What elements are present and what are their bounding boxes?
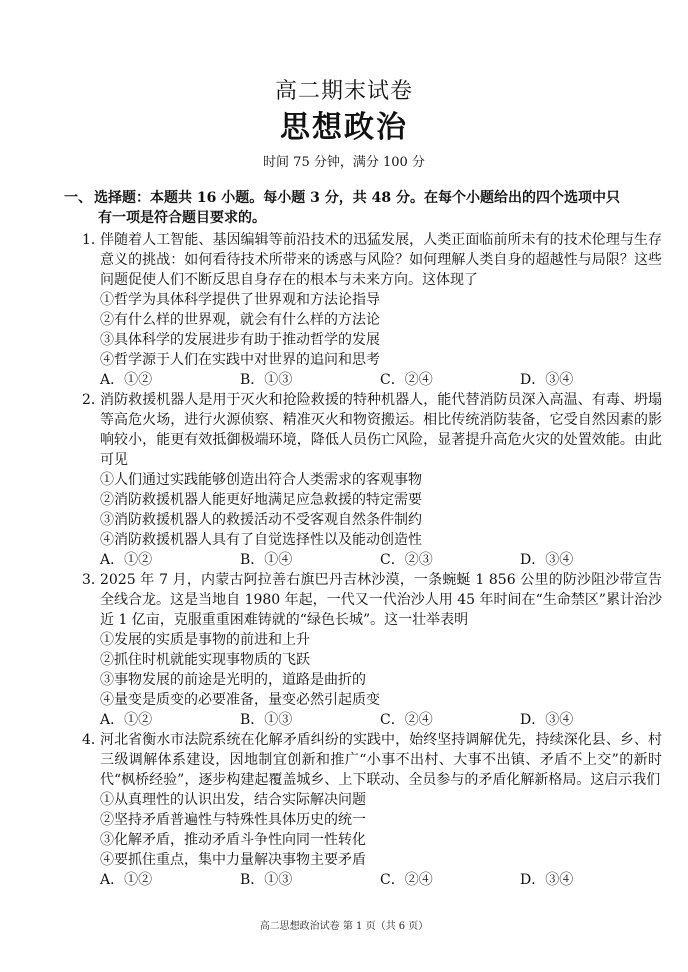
- page-footer: 高二思想政治试卷 第 1 页（共 6 页）: [259, 921, 429, 932]
- question-number: 4．: [82, 732, 105, 748]
- choice-d[interactable]: D．③④: [520, 712, 574, 728]
- choice-a[interactable]: A．①②: [100, 372, 153, 388]
- statement-1: ①从真理性的认识出发，结合实际解决问题: [100, 792, 366, 808]
- question-number: 2．: [82, 392, 105, 408]
- answer-choices: [82, 550, 662, 570]
- answer-choices: [82, 870, 662, 890]
- choice-b[interactable]: B．①③: [240, 372, 293, 388]
- statement-4: ④哲学源于人们在实践中对世界的追问和思考: [100, 352, 380, 368]
- choice-d[interactable]: D．③④: [520, 372, 574, 388]
- choice-d[interactable]: D．③④: [520, 872, 574, 888]
- section-heading: [64, 188, 654, 228]
- question-2: [82, 390, 662, 570]
- section-number: 一、: [64, 190, 92, 206]
- answer-choices: [82, 370, 662, 390]
- subject-title: 思想政治: [280, 110, 408, 145]
- choice-c[interactable]: C．②④: [380, 712, 433, 728]
- statement-2: ②消防救援机器人能更好地满足应急救援的特定需要: [100, 492, 422, 508]
- exam-header: [0, 78, 688, 172]
- statement-3: ③具体科学的发展进步有助于推动哲学的发展: [100, 332, 380, 348]
- question-stem: [82, 730, 662, 790]
- statement-3: ③消防救援机器人的救援活动不受客观自然条件制约: [100, 512, 422, 528]
- question-list: [82, 230, 662, 890]
- section-instruction-line2: 有一项是符合题目要求的。: [98, 210, 266, 226]
- question-stem: [82, 230, 662, 290]
- question-4: [82, 730, 662, 890]
- question-3: [82, 570, 662, 730]
- choice-a[interactable]: A．①②: [100, 712, 153, 728]
- choice-b[interactable]: B．①③: [240, 872, 293, 888]
- statement-3: ③化解矛盾，推动矛盾斗争性向同一性转化: [100, 832, 366, 848]
- statement-1: ①人们通过实践能够创造出符合人类需求的客观事物: [100, 472, 422, 488]
- choice-a[interactable]: A．①②: [100, 872, 153, 888]
- statement-3: ③事物发展的前途是光明的，道路是曲折的: [100, 672, 366, 688]
- choice-b[interactable]: B．①③: [240, 712, 293, 728]
- question-number: 1．: [82, 232, 105, 248]
- statement-2: ②有什么样的世界观，就会有什么样的方法论: [100, 312, 380, 328]
- statement-1: ①发展的实质是事物的前进和上升: [100, 632, 310, 648]
- choice-c[interactable]: C．②③: [380, 552, 433, 568]
- question-number: 3．: [82, 572, 105, 588]
- question-text: 河北省衡水市法院系统在化解矛盾纠纷的实践中，始终坚持调解优先，持续深化县、乡、村三级调解体系建设，因地制宜创新和推广“小事不出村、大事不出镇、矛盾不上交”的新时代“枫桥经验”，逐步构建起覆盖城乡、上下联动、全员参与的矛盾化解新格局。这启示我们: [100, 732, 662, 788]
- statement-4: ④量变是质变的必要准备，量变必然引起质变: [100, 692, 380, 708]
- answer-choices: [82, 710, 662, 730]
- question-stem: [82, 570, 662, 630]
- question-1: [82, 230, 662, 390]
- statement-2: ②抓住时机就能实现事物质的飞跃: [100, 652, 310, 668]
- statement-1: ①哲学为具体科学提供了世界观和方法论指导: [100, 292, 380, 308]
- choice-d[interactable]: D．③④: [520, 552, 574, 568]
- statement-4: ④消防救援机器人具有了自觉选择性以及能动创造性: [100, 532, 422, 548]
- question-text: 伴随着人工智能、基因编辑等前沿技术的迅猛发展，人类正面临前所未有的技术伦理与生存意义的挑战：如何看待技术所带来的诱惑与风险？如何理解人类自身的超越性与局限？这些问题促使人们不断反思自身存在的根本与未来方向。这体现了: [100, 232, 662, 288]
- statement-2: ②坚持矛盾普遍性与特殊性具体历史的统一: [100, 812, 366, 828]
- exam-title: 高二期末试卷: [274, 79, 413, 104]
- choice-c[interactable]: C．②④: [380, 372, 433, 388]
- section-instruction-line1: 选择题：本题共 16 小题。每小题 3 分，共 48 分。在每个小题给出的四个选项中只: [94, 190, 620, 206]
- choice-c[interactable]: C．②④: [380, 872, 433, 888]
- statement-4: ④要抓住重点，集中力量解决事物主要矛盾: [100, 852, 366, 868]
- question-stem: [82, 390, 662, 470]
- question-text: 消防救援机器人是用于灭火和抢险救援的特种机器人，能代替消防员深入高温、有毒、坍塌等高危火场，进行火源侦察、精准灭火和物资搬运。相比传统消防装备，它受自然因素的影响较小，能更有效抵御极端环境，降低人员伤亡风险，显著提升高危火灾的处置效能。由此可见: [100, 392, 662, 468]
- choice-b[interactable]: B．①④: [240, 552, 293, 568]
- exam-meta: 时间 75 分钟，满分 100 分: [263, 155, 425, 170]
- question-text: 2025 年 7 月，内蒙古阿拉善右旗巴丹吉林沙漠，一条蜿蜒 1 856 公里的防沙阻沙带宣告全线合龙。这是当地自 1980 年起，一代又一代治沙人用 45 年时间在“生命禁区”累计治沙近 1 亿亩，克服重重困难铸就的“绿色长城”。这一壮举表明: [100, 572, 662, 628]
- choice-a[interactable]: A．①②: [100, 552, 153, 568]
